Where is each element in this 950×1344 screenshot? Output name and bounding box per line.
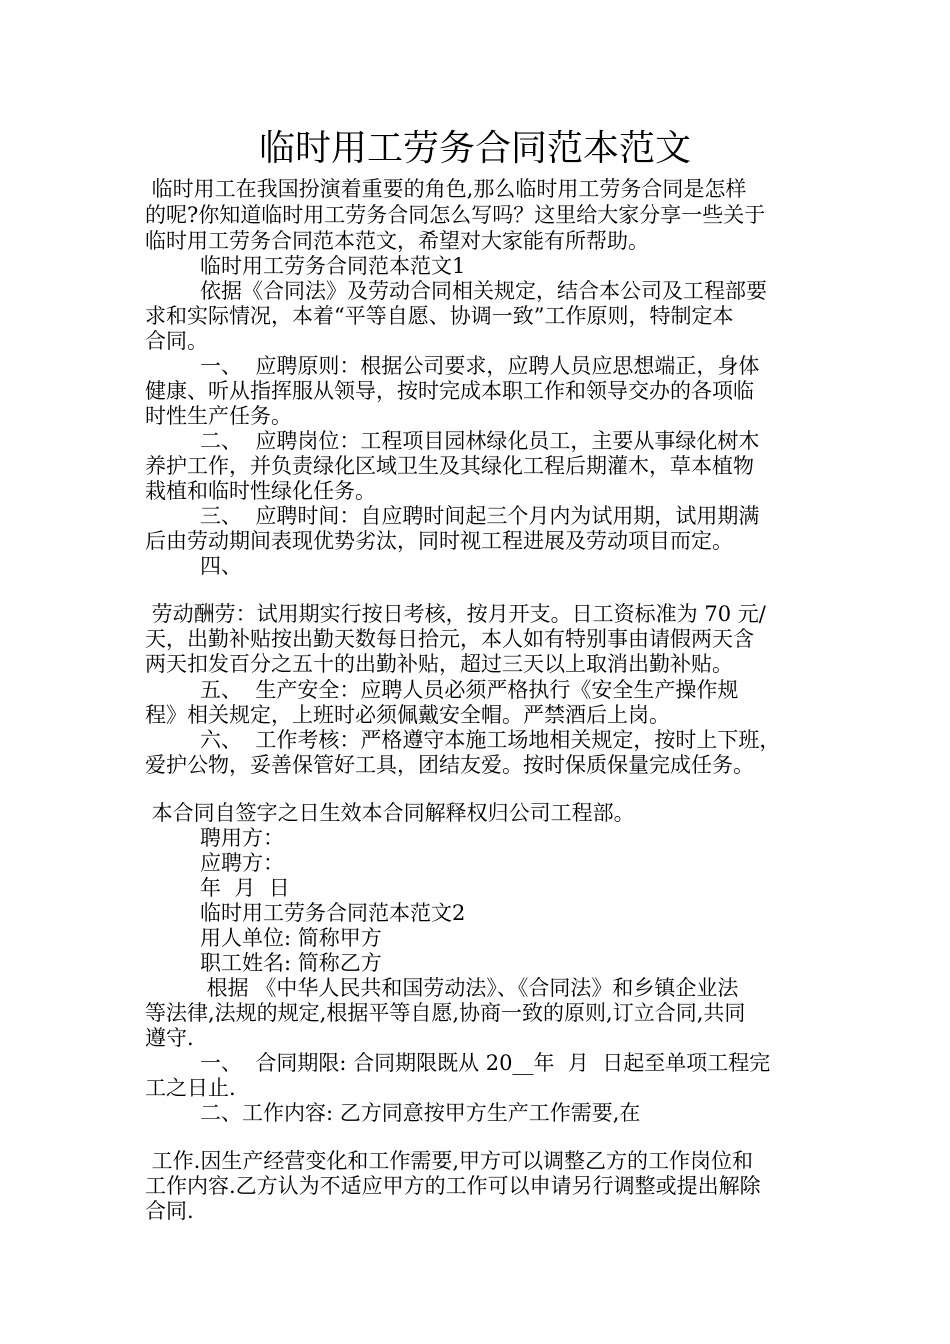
text-line: 临时用工劳务合同范本范文，希望对大家能有所帮助。 [145,229,649,253]
text-line: 一、 合同期限: 合同期限既从 20__年 月 日起至单项工程完 [200,1051,771,1075]
text-line: 五、 生产安全：应聘人员必须严格执行《安全生产操作规 [200,678,739,702]
text-line: 两天扣发百分之五十的出勤补贴，超过三天以上取消出勤补贴。 [145,652,733,676]
text-line: 依据《合同法》及劳动合同相关规定，结合本公司及工程部要 [200,279,767,303]
text-line: 程》相关规定，上班时必须佩戴安全帽。严禁酒后上岗。 [145,703,670,727]
text-line: 本合同自签字之日生效本合同解释权归公司工程部。 [145,801,635,825]
text-line: 合同. [145,1199,194,1223]
text-line: 时性生产任务。 [145,404,292,428]
text-line: 应聘方： [200,851,284,875]
text-line: 劳动酬劳：试用期实行按日考核，按月开支。日工资标准为 70 元/ [145,602,766,626]
text-line: 临时用工劳务合同范本范文1 [200,254,466,278]
text-line: 四、 [200,554,242,578]
document-title: 临时用工劳务合同范本范文 [258,128,691,169]
text-line: 临时用工在我国扮演着重要的角色,那么临时用工劳务合同是怎样 [145,177,747,201]
text-line: 年 月 日 [200,876,290,900]
text-line: 爱护公物，妥善保管好工具，团结友爱。按时保质保量完成任务。 [145,753,754,777]
text-line: 三、 应聘时间：自应聘时间起三个月内为试用期，试用期满 [200,504,760,528]
text-line: 用人单位: 简称甲方 [200,926,382,950]
text-line: 工之日止. [145,1076,236,1100]
text-line: 一、 应聘原则：根据公司要求，应聘人员应思想端正，身体 [200,354,760,378]
text-line: 的呢?你知道临时用工劳务合同怎么写吗？这里给大家分享一些关于 [145,203,766,227]
text-line: 二、工作内容: 乙方同意按甲方生产工作需要,在 [200,1101,641,1125]
text-line: 求和实际情况，本着“平等自愿、协调一致”工作原则，特制定本 [145,304,734,328]
text-line: 聘用方： [200,826,284,850]
text-line: 养护工作，并负责绿化区域卫生及其绿化工程后期灌木，草本植物 [145,454,754,478]
text-line: 天，出勤补贴按出勤天数每日拾元，本人如有特别事由请假两天含 [145,627,754,651]
text-line: 健康、听从指挥服从领导，按时完成本职工作和领导交办的各项临 [145,379,754,403]
text-line: 二、 应聘岗位：工程项目园林绿化员工，主要从事绿化树木 [200,429,760,453]
text-line: 工作内容.乙方认为不适应甲方的工作可以申请另行调整或提出解除 [145,1174,761,1198]
text-line: 栽植和临时性绿化任务。 [145,479,376,503]
text-line: 根据 《中华人民共和国劳动法》、《合同法》和乡镇企业法 [200,976,739,1000]
text-line: 后由劳动期间表现优势劣汰，同时视工程进展及劳动项目而定。 [145,529,733,553]
text-line: 等法律,法规的规定,根据平等自愿,协商一致的原则,订立合同,共同 [145,1001,746,1025]
text-line: 职工姓名: 简称乙方 [200,951,382,975]
text-line: 临时用工劳务合同范本范文2 [200,901,466,925]
text-line: 六、 工作考核：严格遵守本施工场地相关规定，按时上下班， [200,728,781,752]
text-line: 工作.因生产经营变化和工作需要,甲方可以调整乙方的工作岗位和 [145,1149,754,1173]
text-line: 合同。 [145,329,208,353]
text-line: 遵守. [145,1026,194,1050]
